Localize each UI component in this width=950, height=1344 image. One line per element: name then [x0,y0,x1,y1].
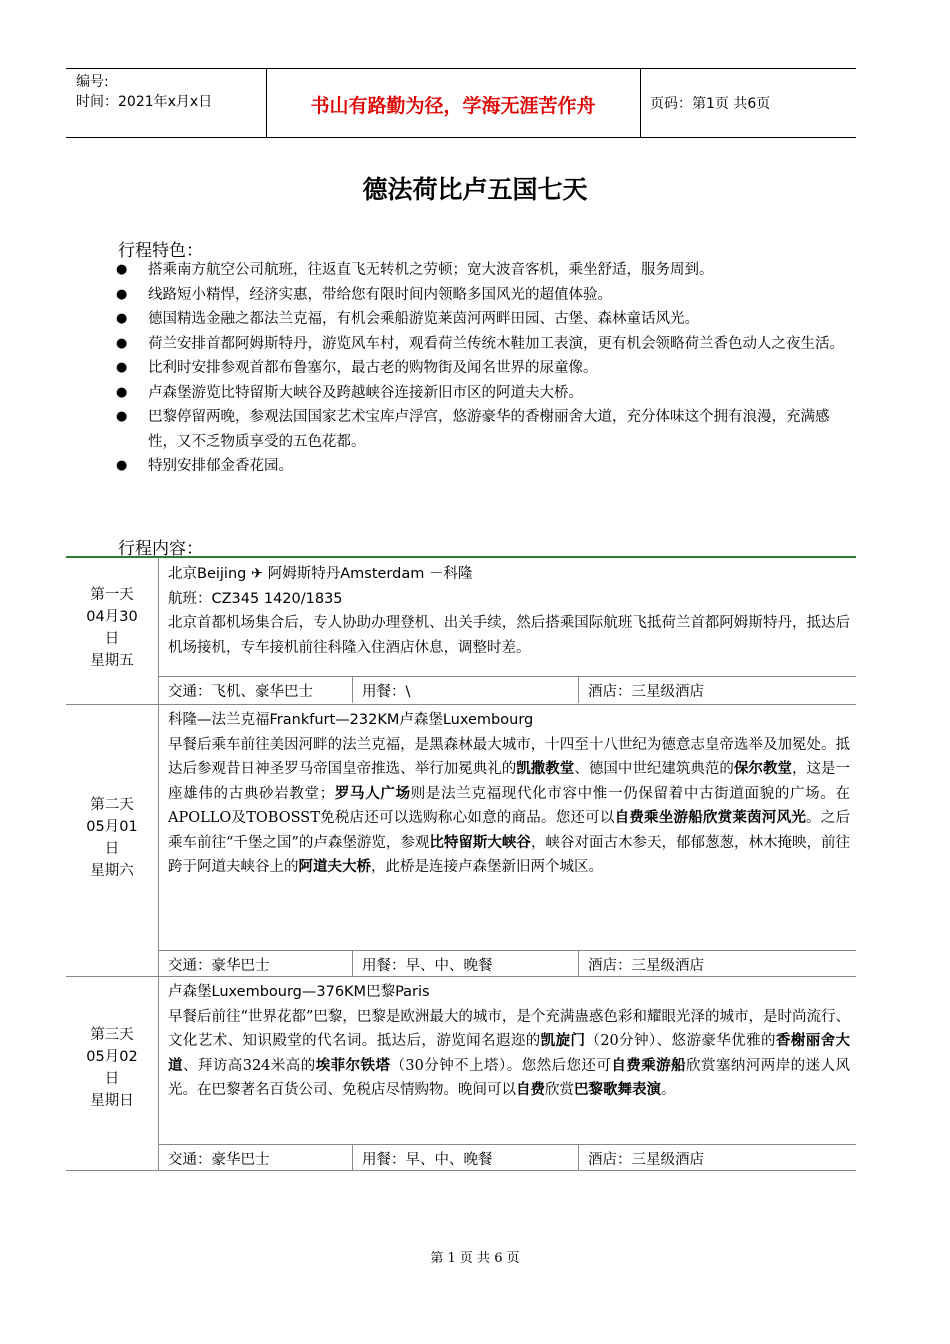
feature-item: ● 卢森堡游览比特留斯大峡谷及跨越峡谷连接新旧市区的阿道夫大桥。 [118,381,848,406]
day-date: 05月02 [86,1049,138,1065]
footer-divider [352,677,353,703]
day-meals: 用餐：早、中、晚餐 [362,958,493,974]
day-description [168,611,850,660]
highlight-text: 凯撒教堂 [516,761,575,777]
day-footer [158,676,856,703]
highlight-text: 保尔教堂 [733,761,792,777]
page-title: 德法荷比卢五国七天 [362,175,588,204]
day-date-suffix: 日 [104,841,120,857]
day-flight: 航班：CZ345 1420/1835 [168,590,343,607]
description-text: （20分钟）、悠游豪华优雅的 [585,1033,776,1049]
day-date: 05月01 [86,819,138,835]
day-block [66,558,856,705]
header-meta [76,72,212,112]
day-hotel: 酒店：三星级酒店 [588,958,704,974]
document-header [66,68,856,138]
header-motto: 书山有路勤为径，学海无涯苦作舟 [310,95,596,117]
day-route: 科隆—法兰克福Frankfurt—232KM卢森堡Luxembourg [168,712,534,728]
code-label: 编号: [76,74,109,90]
day-label [66,1024,158,1112]
day-block [66,704,856,977]
day-date: 04月30 [86,609,138,625]
feature-item: ● 特别安排郁金香花园。 [118,454,848,479]
description-text: 、德国中世纪建筑典范的 [574,761,734,777]
time-label: 时间：2021年x月x日 [76,94,213,110]
highlight-text: 香榭丽舍大道 [168,1033,851,1074]
itinerary-heading: 行程内容： [118,539,203,559]
highlight-text: 罗马人广场 [334,785,411,802]
header-divider [640,69,641,137]
description-text: 欣赏 [545,1082,574,1098]
footer-divider [352,1145,353,1171]
day-description [168,1005,850,1103]
day-footer [158,950,856,977]
description-text: 早餐后前往“世界花都”巴黎，巴黎是欧洲最大的城市，是个充满蛊惑色彩和耀眼光泽的城市，是时尚流行、文化艺术、知识殿堂的代名词。抵达后，游览闻名遐迩的 [168,1008,850,1049]
highlight-text: 阿道夫大桥 [298,859,371,875]
highlight-text: 自费 [516,1082,545,1098]
day-transport: 交通：豪华巴士 [168,1152,270,1168]
day-content [168,980,850,1103]
day-weekday: 星期日 [90,1093,134,1109]
day-hotel: 酒店：三星级酒店 [588,684,704,700]
feature-item: ● 德国精选金融之都法兰克福，有机会乘船游览莱茵河两畔田园、古堡、森林童话风光。 [118,307,848,332]
page-footer: 第 1 页 共 6 页 [430,1251,520,1266]
day-date-suffix: 日 [104,631,120,647]
footer-divider [578,1145,579,1171]
day-content [168,562,850,660]
day-column-divider [158,976,159,1170]
feature-item: ● 线路短小精悍，经济实惠，带给您有限时间内领略多国风光的超值体验。 [118,283,848,308]
highlight-text: 埃菲尔铁塔 [315,1057,391,1074]
header-page-code: 页码：第1页 共6页 [650,96,771,112]
description-text: ，此桥是连接卢森堡新旧两个城区。 [371,859,603,875]
feature-item: ● 巴黎停留两晚，参观法国国家艺术宝库卢浮宫，悠游豪华的香榭丽舍大道，充分体味这个拥有浪漫，充满感性，又不乏物质享受的五色花都。 [118,405,848,454]
day-route: 北京Beijing ✈ 阿姆斯特丹Amsterdam －科隆 [168,566,473,582]
day-block [66,976,856,1171]
day-weekday: 星期六 [90,863,134,879]
day-label [66,794,158,882]
highlight-text: 巴黎歌舞表演 [574,1082,661,1098]
description-text: 欣赏塞纳河两岸的迷人风光。在巴黎著名百货公司、免税店尽情购物。晚间可以 [168,1057,851,1098]
day-date-suffix: 日 [104,1071,120,1087]
description-text: 、拜访高324米高的 [182,1057,316,1074]
highlight-text: 自费乘游船 [611,1057,687,1074]
description-text: 。 [661,1082,676,1098]
footer-divider [578,951,579,977]
day-description [168,733,850,880]
day-meals: 用餐：早、中、晚餐 [362,1152,493,1168]
feature-item: ● 荷兰安排首都阿姆斯特丹，游览风车村，观看荷兰传统木鞋加工表演，更有机会领略荷兰香色动人之夜生活。 [118,332,848,357]
day-footer [158,1144,856,1171]
highlight-text: 自费乘坐游船欣赏莱茵河风光 [614,810,807,826]
features-heading: 行程特色： [118,241,203,261]
day-hotel: 酒店：三星级酒店 [588,1152,704,1168]
description-text: 北京首都机场集合后，专人协助办理登机、出关手续，然后搭乘国际航班飞抵荷兰首都阿姆斯特丹，抵达后机场接机，专车接机前往科隆入住酒店休息，调整时差。 [168,615,850,656]
highlight-text: 比特留斯大峡谷 [429,834,531,851]
day-number: 第二天 [90,797,134,813]
feature-item: ● 搭乘南方航空公司航班，往返直飞无转机之劳顿；宽大波音客机，乘坐舒适，服务周到。 [118,258,848,283]
description-text: ，这是一座雄伟的古典砂岩教堂； [168,761,851,802]
footer-divider [578,677,579,703]
day-content [168,708,850,880]
feature-item: ● 比利时安排参观首都布鲁塞尔，最古老的购物街及闻名世界的尿童像。 [118,356,848,381]
highlight-text: 凯旋门 [540,1033,586,1049]
description-text: 则是法兰克福现代化市容中惟一仍保留着中古街道面貌的广场。在APOLLO及TOBOSST免税店还可以选购称心如意的商品。您还可以 [168,785,851,826]
day-transport: 交通：豪华巴士 [168,958,270,974]
footer-divider [352,951,353,977]
day-route: 卢森堡Luxembourg—376KM巴黎Paris [168,984,430,1000]
day-number: 第三天 [90,1027,134,1043]
day-number: 第一天 [90,587,134,603]
day-weekday: 星期五 [90,653,134,669]
description-text: 早餐后乘车前往美因河畔的法兰克福，是黑森林最大城市，十四至十八世纪为德意志皇帝选举及加冕处。抵达后参观昔日神圣罗马帝国皇帝推选、举行加冕典礼的 [168,736,850,777]
features-list [118,258,848,479]
day-transport: 交通：飞机、豪华巴士 [168,684,313,700]
description-text: 。之后乘车前往“千堡之国”的卢森堡游览，参观 [168,810,850,851]
description-text: （30分钟不上塔）。您然后您还可 [390,1057,612,1074]
description-text: ，峡谷对面古木参天，郁郁葱葱，林木掩映，前往跨于阿道夫峡谷上的 [168,834,851,875]
day-column-divider [158,704,159,976]
day-meals: 用餐：\ [362,684,411,700]
day-label [66,584,158,672]
